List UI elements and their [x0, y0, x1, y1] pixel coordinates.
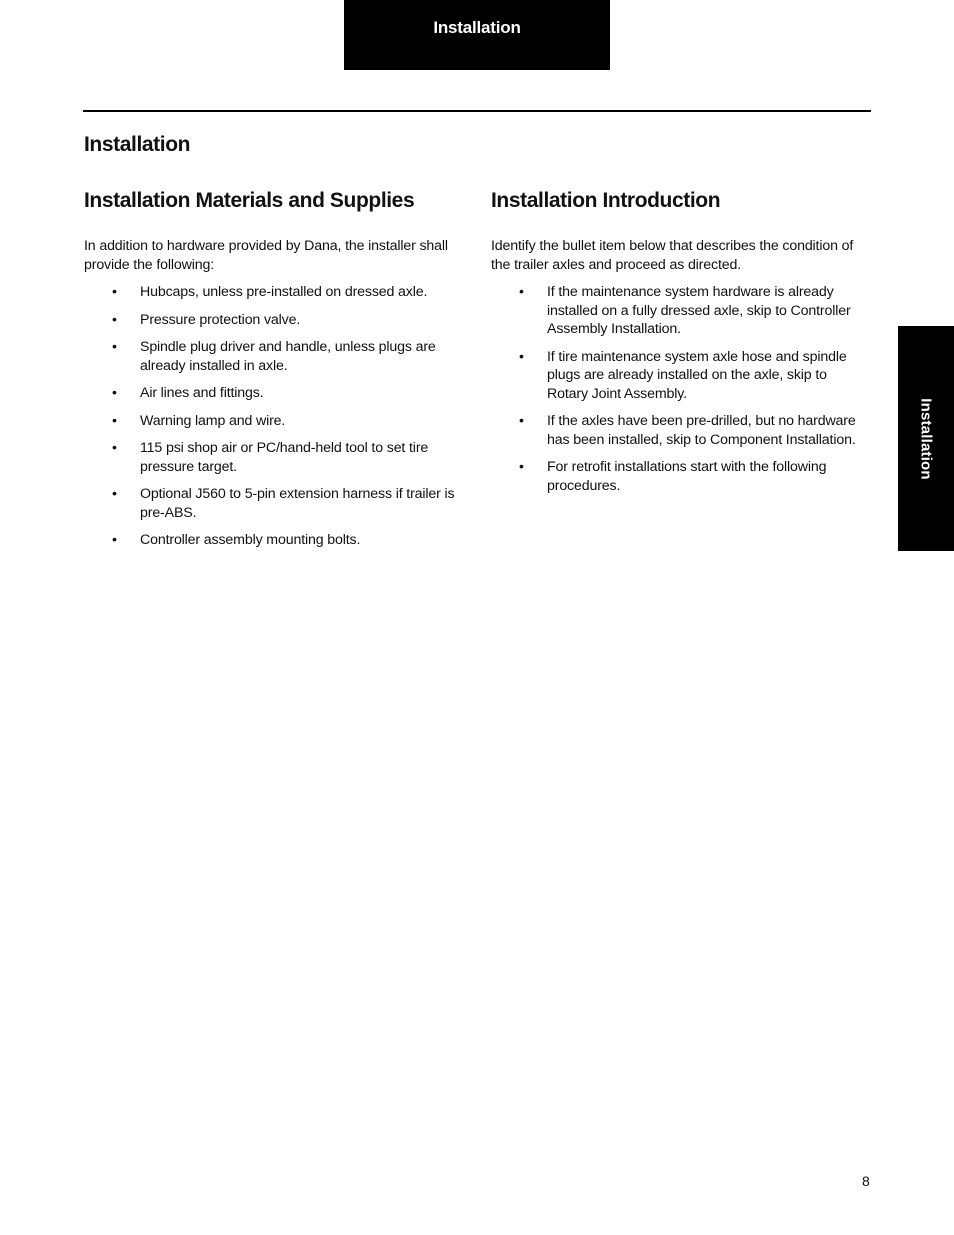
- list-item-text: Hubcaps, unless pre-installed on dressed axle.: [140, 284, 428, 300]
- list-item: [84, 412, 464, 431]
- side-tab-label: Installation: [917, 397, 935, 480]
- list-item: [84, 531, 464, 550]
- bullet-icon: •: [519, 348, 524, 365]
- bullet-icon: •: [112, 486, 117, 502]
- page-number: 8: [862, 1173, 870, 1189]
- list-item-text: Warning lamp and wire.: [140, 412, 286, 429]
- list-item: [84, 485, 464, 522]
- introduction-section-title: Installation Introduction: [491, 189, 721, 212]
- list-item-text: 115 psi shop air or PC/hand-held tool to set tire pressure target.: [140, 440, 429, 475]
- page-heading: Installation: [84, 133, 191, 156]
- introduction-section: [491, 187, 871, 504]
- list-item: [84, 311, 464, 330]
- list-item-text: If tire maintenance system axle hose and spindle plugs are already installed on the axle, skip to Rotary Joint Assembly.: [547, 348, 847, 402]
- list-item: [84, 439, 464, 476]
- bullet-icon: •: [519, 284, 524, 300]
- bullet-icon: •: [519, 459, 524, 475]
- list-item-text: If the maintenance system hardware is already installed on a fully dressed axle, skip to Controller Assembly Installation.: [547, 284, 851, 337]
- introduction-list: [491, 283, 871, 495]
- bullet-icon: •: [112, 385, 117, 401]
- list-item-text: Optional J560 to 5-pin extension harness if trailer is pre-ABS.: [140, 486, 455, 521]
- materials-section: [84, 187, 464, 559]
- list-item-text: Controller assembly mounting bolts.: [140, 532, 361, 548]
- header-tab-label: Installation: [433, 18, 521, 37]
- bullet-icon: •: [519, 413, 524, 429]
- materials-intro: In addition to hardware provided by Dana, the installer shall provide the following:: [84, 238, 448, 273]
- header-section-tab: [344, 0, 610, 70]
- list-item-text: Spindle plug driver and handle, unless plugs are already installed in axle.: [140, 339, 436, 374]
- bullet-icon: •: [112, 311, 117, 328]
- bullet-icon: •: [112, 440, 117, 456]
- bullet-icon: •: [112, 284, 117, 300]
- bullet-icon: •: [112, 532, 117, 548]
- bullet-icon: •: [112, 339, 117, 355]
- list-item: [84, 384, 464, 403]
- header-rule: [83, 110, 871, 112]
- list-item-text: For retrofit installations start with the following procedures.: [547, 459, 827, 494]
- list-item-text: Air lines and fittings.: [140, 385, 264, 401]
- list-item: [84, 283, 464, 302]
- materials-section-title: Installation Materials and Supplies: [84, 189, 415, 212]
- list-item-text: Pressure protection valve.: [140, 311, 301, 328]
- list-item-text: If the axles have been pre-drilled, but no hardware has been installed, skip to Component Installation.: [547, 413, 856, 448]
- list-item: [84, 338, 464, 375]
- introduction-intro: Identify the bullet item below that describes the condition of the trailer axles and proceed as directed.: [491, 238, 854, 273]
- list-item: [491, 283, 871, 339]
- list-item: [491, 348, 871, 404]
- side-section-tab: [898, 326, 954, 551]
- bullet-icon: •: [112, 412, 117, 429]
- list-item: [491, 458, 871, 495]
- list-item: [491, 412, 871, 449]
- materials-list: [84, 283, 464, 550]
